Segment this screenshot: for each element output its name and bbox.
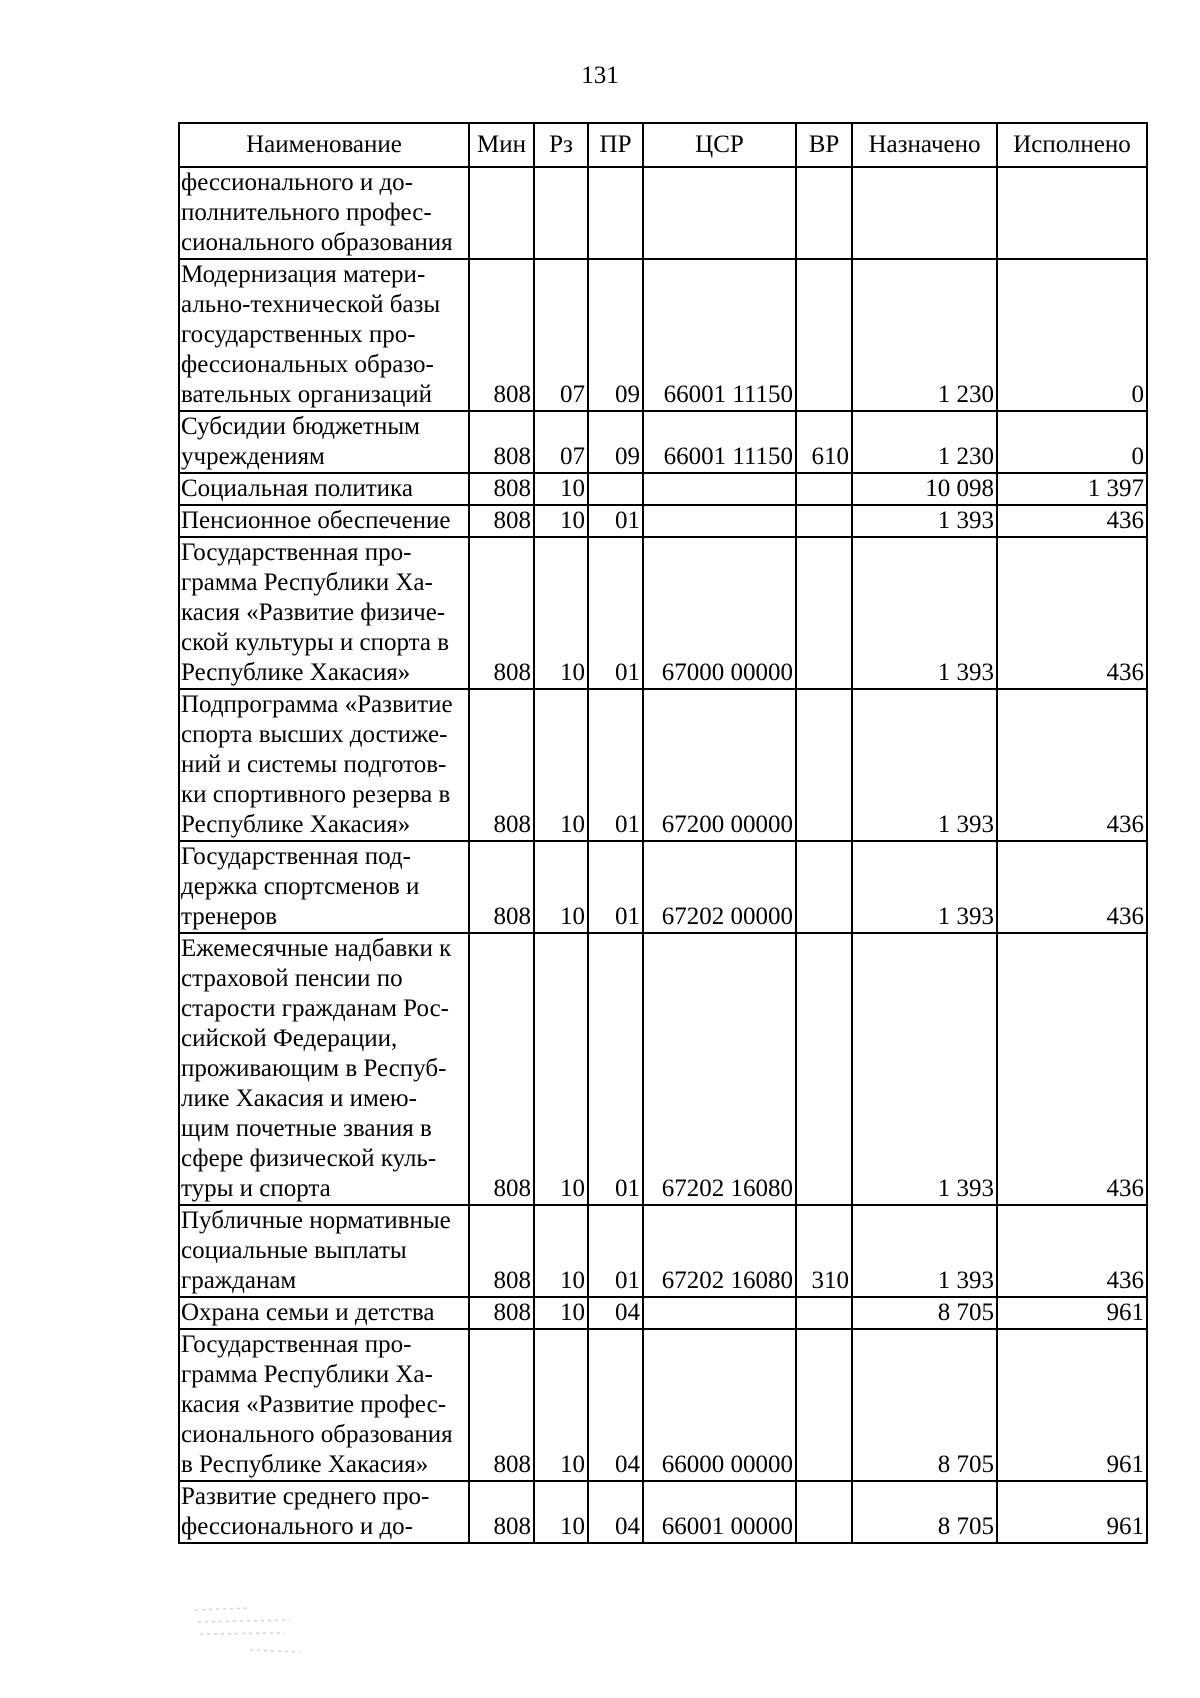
cell-executed: 1 397 <box>997 473 1147 505</box>
cell-csr: 66001 11150 <box>643 259 796 411</box>
cell-name: Социальная политика <box>179 473 469 505</box>
cell-pr <box>588 167 643 259</box>
cell-assigned: 1 393 <box>852 689 997 841</box>
cell-name: Охрана семьи и детства <box>179 1297 469 1329</box>
cell-executed: 436 <box>997 505 1147 537</box>
cell-vr: 310 <box>796 1205 852 1297</box>
cell-name: Подпрограмма «Развитие спорта высших достиже- ний и системы подготов- ки спортивного резерва в Республике Хакасия» <box>179 689 469 841</box>
cell-rz: 10 <box>534 473 588 505</box>
cell-assigned: 8 705 <box>852 1481 997 1543</box>
cell-name: Ежемесячные надбавки к страховой пенсии по старости гражданам Рос- сийской Федерации, проживающим в Респуб- лике Хакасия и имею- щим почетные звания в сфере физической куль- туры и спорта <box>179 933 469 1205</box>
cell-executed: 436 <box>997 537 1147 689</box>
cell-vr <box>796 1481 852 1543</box>
cell-min: 808 <box>469 1481 534 1543</box>
cell-min: 808 <box>469 505 534 537</box>
cell-rz: 10 <box>534 841 588 933</box>
header-min: Мин <box>469 123 534 167</box>
cell-pr: 01 <box>588 1205 643 1297</box>
cell-name: Пенсионное обеспечение <box>179 505 469 537</box>
cell-rz: 10 <box>534 689 588 841</box>
cell-csr <box>643 473 796 505</box>
cell-executed: 0 <box>997 259 1147 411</box>
cell-vr <box>796 689 852 841</box>
cell-csr <box>643 167 796 259</box>
table-row <box>179 1205 1147 1297</box>
cell-pr: 04 <box>588 1481 643 1543</box>
cell-csr: 67202 16080 <box>643 933 796 1205</box>
cell-csr: 67202 16080 <box>643 1205 796 1297</box>
cell-assigned: 1 393 <box>852 841 997 933</box>
cell-name: Развитие среднего про- фессионального и до- <box>179 1481 469 1543</box>
cell-assigned: 1 230 <box>852 411 997 473</box>
cell-executed: 961 <box>997 1329 1147 1481</box>
header-rz: Рз <box>534 123 588 167</box>
table-row <box>179 1329 1147 1481</box>
cell-executed: 436 <box>997 841 1147 933</box>
cell-rz: 07 <box>534 411 588 473</box>
table-row <box>179 473 1147 505</box>
cell-rz: 07 <box>534 259 588 411</box>
cell-rz: 10 <box>534 1329 588 1481</box>
cell-min: 808 <box>469 411 534 473</box>
cell-vr <box>796 259 852 411</box>
cell-csr: 67000 00000 <box>643 537 796 689</box>
cell-min: 808 <box>469 1205 534 1297</box>
cell-pr: 01 <box>588 933 643 1205</box>
cell-vr: 610 <box>796 411 852 473</box>
cell-executed: 436 <box>997 1205 1147 1297</box>
cell-vr <box>796 473 852 505</box>
table-row <box>179 259 1147 411</box>
cell-pr: 01 <box>588 689 643 841</box>
cell-min: 808 <box>469 1297 534 1329</box>
cell-assigned: 1 393 <box>852 537 997 689</box>
table-row <box>179 167 1147 259</box>
cell-vr <box>796 841 852 933</box>
table-header-row <box>179 123 1147 167</box>
cell-assigned: 1 393 <box>852 505 997 537</box>
table-body <box>179 167 1147 1543</box>
cell-assigned: 8 705 <box>852 1297 997 1329</box>
table-row <box>179 505 1147 537</box>
cell-executed: 961 <box>997 1481 1147 1543</box>
cell-rz: 10 <box>534 1481 588 1543</box>
cell-vr <box>796 1329 852 1481</box>
header-executed: Исполнено <box>997 123 1147 167</box>
cell-vr <box>796 167 852 259</box>
cell-pr: 01 <box>588 841 643 933</box>
cell-rz <box>534 167 588 259</box>
cell-csr: 66001 11150 <box>643 411 796 473</box>
table-row <box>179 933 1147 1205</box>
cell-pr: 09 <box>588 411 643 473</box>
table-row <box>179 689 1147 841</box>
header-assigned: Назначено <box>852 123 997 167</box>
cell-vr <box>796 933 852 1205</box>
cell-csr: 67200 00000 <box>643 689 796 841</box>
cell-pr <box>588 473 643 505</box>
header-name: Наименование <box>179 123 469 167</box>
budget-table <box>178 122 1148 1544</box>
cell-executed: 0 <box>997 411 1147 473</box>
cell-min: 808 <box>469 537 534 689</box>
cell-assigned: 1 230 <box>852 259 997 411</box>
cell-pr: 01 <box>588 505 643 537</box>
cell-rz: 10 <box>534 1205 588 1297</box>
cell-assigned: 10 098 <box>852 473 997 505</box>
cell-pr: 04 <box>588 1297 643 1329</box>
cell-name: Субсидии бюджетным учреждениям <box>179 411 469 473</box>
cell-name: Государственная про- грамма Республики Ха- касия «Развитие профес- сионального образования в Республике Хакасия» <box>179 1329 469 1481</box>
cell-assigned: 1 393 <box>852 933 997 1205</box>
cell-name: Модернизация матери- ально-технической базы государственных про- фессиональных образо- вательных организаций <box>179 259 469 411</box>
table-row <box>179 1481 1147 1543</box>
cell-min: 808 <box>469 933 534 1205</box>
cell-rz: 10 <box>534 537 588 689</box>
cell-rz: 10 <box>534 1297 588 1329</box>
cell-vr <box>796 1297 852 1329</box>
cell-assigned: 1 393 <box>852 1205 997 1297</box>
cell-name: фессионального и до- полнительного профес- сионального образования <box>179 167 469 259</box>
table-row <box>179 841 1147 933</box>
cell-executed <box>997 167 1147 259</box>
table-row <box>179 537 1147 689</box>
cell-executed: 961 <box>997 1297 1147 1329</box>
cell-csr <box>643 505 796 537</box>
cell-min: 808 <box>469 689 534 841</box>
cell-min <box>469 167 534 259</box>
cell-executed: 436 <box>997 689 1147 841</box>
cell-rz: 10 <box>534 505 588 537</box>
cell-vr <box>796 505 852 537</box>
cell-rz: 10 <box>534 933 588 1205</box>
table-row <box>179 411 1147 473</box>
cell-name: Государственная под- держка спортсменов и тренеров <box>179 841 469 933</box>
cell-name: Государственная про- грамма Республики Ха- касия «Развитие физиче- ской культуры и спорта в Республике Хакасия» <box>179 537 469 689</box>
cell-pr: 09 <box>588 259 643 411</box>
cell-min: 808 <box>469 841 534 933</box>
cell-csr <box>643 1297 796 1329</box>
cell-csr: 67202 00000 <box>643 841 796 933</box>
cell-assigned <box>852 167 997 259</box>
cell-vr <box>796 537 852 689</box>
cell-assigned: 8 705 <box>852 1329 997 1481</box>
cell-executed: 436 <box>997 933 1147 1205</box>
cell-csr: 66001 00000 <box>643 1481 796 1543</box>
scan-stamp-mark <box>190 1600 310 1660</box>
table-row <box>179 1297 1147 1329</box>
cell-pr: 01 <box>588 537 643 689</box>
cell-name: Публичные нормативные социальные выплаты гражданам <box>179 1205 469 1297</box>
cell-min: 808 <box>469 1329 534 1481</box>
header-csr: ЦСР <box>643 123 796 167</box>
cell-min: 808 <box>469 473 534 505</box>
cell-pr: 04 <box>588 1329 643 1481</box>
header-pr: ПР <box>588 123 643 167</box>
cell-csr: 66000 00000 <box>643 1329 796 1481</box>
header-vr: ВР <box>796 123 852 167</box>
page-number: 131 <box>581 62 619 89</box>
cell-min: 808 <box>469 259 534 411</box>
